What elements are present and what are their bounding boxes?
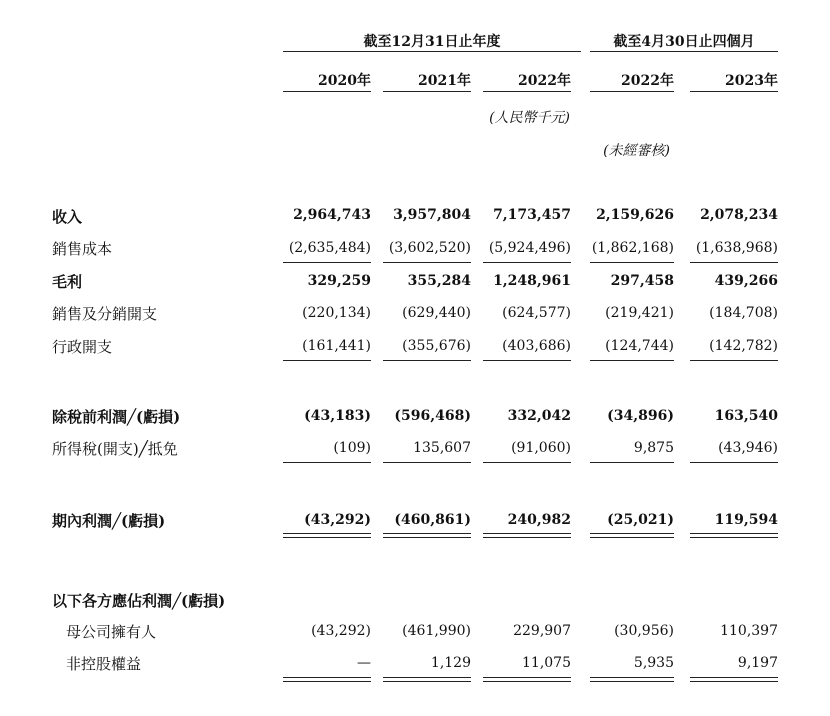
row-label-profit-before-tax: 除稅前利潤╱(虧損) bbox=[52, 408, 181, 426]
value-owners-2020: (43,292) bbox=[311, 623, 371, 639]
value-revenue-2022: 7,173,457 bbox=[493, 207, 571, 223]
value-gp-2021: 355,284 bbox=[407, 273, 471, 289]
double-underline-nci-1 bbox=[283, 677, 371, 682]
value-nci-2021: 1,129 bbox=[430, 655, 471, 671]
underline-tax-3 bbox=[483, 462, 571, 463]
value-pbt-2022-4m: (34,896) bbox=[607, 408, 674, 424]
row-label-profit-for-period: 期內利潤╱(虧損) bbox=[52, 512, 166, 530]
year-header-2022-4m: 2022年 bbox=[621, 73, 674, 89]
year-header-2021: 2021年 bbox=[418, 73, 471, 89]
value-revenue-2020: 2,964,743 bbox=[293, 207, 371, 223]
underline-tax-2 bbox=[383, 462, 471, 463]
value-pbt-2020: (43,183) bbox=[304, 408, 371, 424]
double-underline-pfp-1 bbox=[283, 533, 371, 538]
unit-note: (人民幣千元) bbox=[489, 110, 570, 126]
header-group2-underline bbox=[590, 51, 778, 52]
underline-tax-1 bbox=[283, 462, 371, 463]
value-tax-2022-4m: 9,875 bbox=[633, 440, 674, 456]
underline-cost-3 bbox=[483, 262, 571, 263]
underline-cost-1 bbox=[283, 262, 371, 263]
unaudited-note: (未經審核) bbox=[603, 143, 670, 159]
underline-admin-1 bbox=[283, 360, 371, 361]
underline-tax-5 bbox=[690, 462, 778, 463]
value-cost-2022-4m: (1,862,168) bbox=[591, 240, 674, 256]
value-pfp-2022: 240,982 bbox=[507, 512, 571, 528]
value-tax-2022: (91,060) bbox=[511, 440, 571, 456]
value-owners-2023-4m: 110,397 bbox=[720, 623, 778, 639]
value-sell-2022-4m: (219,421) bbox=[605, 305, 674, 321]
value-sell-2021: (629,440) bbox=[402, 305, 471, 321]
value-pbt-2021: (596,468) bbox=[394, 408, 471, 424]
year-header-2022-fy: 2022年 bbox=[518, 73, 571, 89]
value-revenue-2022-4m: 2,159,626 bbox=[596, 207, 674, 223]
underline-admin-3 bbox=[483, 360, 571, 361]
value-tax-2023-4m: (43,946) bbox=[718, 440, 778, 456]
underline-admin-4 bbox=[590, 360, 674, 361]
value-owners-2022: 229,907 bbox=[513, 623, 571, 639]
double-underline-nci-2 bbox=[383, 677, 471, 682]
header-group1-underline bbox=[283, 51, 581, 52]
year-underline-4 bbox=[590, 91, 674, 92]
underline-cost-4 bbox=[590, 262, 674, 263]
double-underline-nci-3 bbox=[483, 677, 571, 682]
value-nci-2020: — bbox=[357, 655, 371, 671]
header-group-years-ended: 截至12月31日止年度 bbox=[363, 34, 501, 50]
double-underline-pfp-2 bbox=[383, 533, 471, 538]
value-cost-2022: (5,924,496) bbox=[488, 240, 571, 256]
value-admin-2021: (355,676) bbox=[402, 338, 471, 354]
double-underline-pfp-4 bbox=[590, 533, 674, 538]
year-header-2023-4m: 2023年 bbox=[725, 73, 778, 89]
double-underline-nci-4 bbox=[590, 677, 674, 682]
value-pbt-2023-4m: 163,540 bbox=[714, 408, 778, 424]
row-label-revenue: 收入 bbox=[52, 208, 83, 226]
value-gp-2022: 1,248,961 bbox=[493, 273, 571, 289]
row-label-gross-profit: 毛利 bbox=[52, 273, 83, 291]
value-cost-2020: (2,635,484) bbox=[288, 240, 371, 256]
year-underline-1 bbox=[283, 91, 371, 92]
value-pfp-2023-4m: 119,594 bbox=[714, 512, 778, 528]
value-gp-2022-4m: 297,458 bbox=[610, 273, 674, 289]
value-cost-2021: (3,602,520) bbox=[388, 240, 471, 256]
value-sell-2022: (624,577) bbox=[502, 305, 571, 321]
double-underline-pfp-3 bbox=[483, 533, 571, 538]
value-pfp-2021: (460,861) bbox=[394, 512, 471, 528]
row-label-admin-expenses: 行政開支 bbox=[52, 338, 113, 356]
value-pfp-2022-4m: (25,021) bbox=[607, 512, 674, 528]
header-group-four-months: 截至4月30日止四個月 bbox=[613, 34, 755, 50]
row-label-attributable-to: 以下各方應佔利潤╱(虧損) bbox=[52, 592, 226, 610]
year-underline-5 bbox=[690, 91, 778, 92]
underline-cost-5 bbox=[690, 262, 778, 263]
value-nci-2022: 11,075 bbox=[522, 655, 571, 671]
year-header-2020: 2020年 bbox=[318, 73, 371, 89]
underline-cost-2 bbox=[383, 262, 471, 263]
value-revenue-2021: 3,957,804 bbox=[393, 207, 471, 223]
value-admin-2022: (403,686) bbox=[502, 338, 571, 354]
row-label-income-tax: 所得稅(開支)╱抵免 bbox=[52, 440, 178, 458]
value-admin-2022-4m: (124,744) bbox=[605, 338, 674, 354]
underline-admin-2 bbox=[383, 360, 471, 361]
underline-tax-4 bbox=[590, 462, 674, 463]
double-underline-nci-5 bbox=[690, 677, 778, 682]
value-gp-2020: 329,259 bbox=[307, 273, 371, 289]
row-label-selling-expenses: 銷售及分銷開支 bbox=[52, 305, 158, 323]
value-cost-2023-4m: (1,638,968) bbox=[695, 240, 778, 256]
value-tax-2021: 135,607 bbox=[413, 440, 471, 456]
row-label-owners-of-parent: 母公司擁有人 bbox=[66, 623, 157, 641]
year-underline-3 bbox=[483, 91, 571, 92]
value-sell-2023-4m: (184,708) bbox=[709, 305, 778, 321]
value-admin-2023-4m: (142,782) bbox=[709, 338, 778, 354]
value-nci-2023-4m: 9,197 bbox=[737, 655, 778, 671]
value-pfp-2020: (43,292) bbox=[304, 512, 371, 528]
value-owners-2021: (461,990) bbox=[402, 623, 471, 639]
value-owners-2022-4m: (30,956) bbox=[614, 623, 674, 639]
double-underline-pfp-5 bbox=[690, 533, 778, 538]
value-nci-2022-4m: 5,935 bbox=[633, 655, 674, 671]
value-gp-2023-4m: 439,266 bbox=[714, 273, 778, 289]
row-label-cost-of-sales: 銷售成本 bbox=[52, 240, 113, 258]
value-revenue-2023-4m: 2,078,234 bbox=[700, 207, 778, 223]
value-sell-2020: (220,134) bbox=[302, 305, 371, 321]
year-underline-2 bbox=[383, 91, 471, 92]
row-label-non-controlling: 非控股權益 bbox=[66, 655, 142, 673]
underline-admin-5 bbox=[690, 360, 778, 361]
value-admin-2020: (161,441) bbox=[302, 338, 371, 354]
value-pbt-2022: 332,042 bbox=[507, 408, 571, 424]
value-tax-2020: (109) bbox=[333, 440, 371, 456]
